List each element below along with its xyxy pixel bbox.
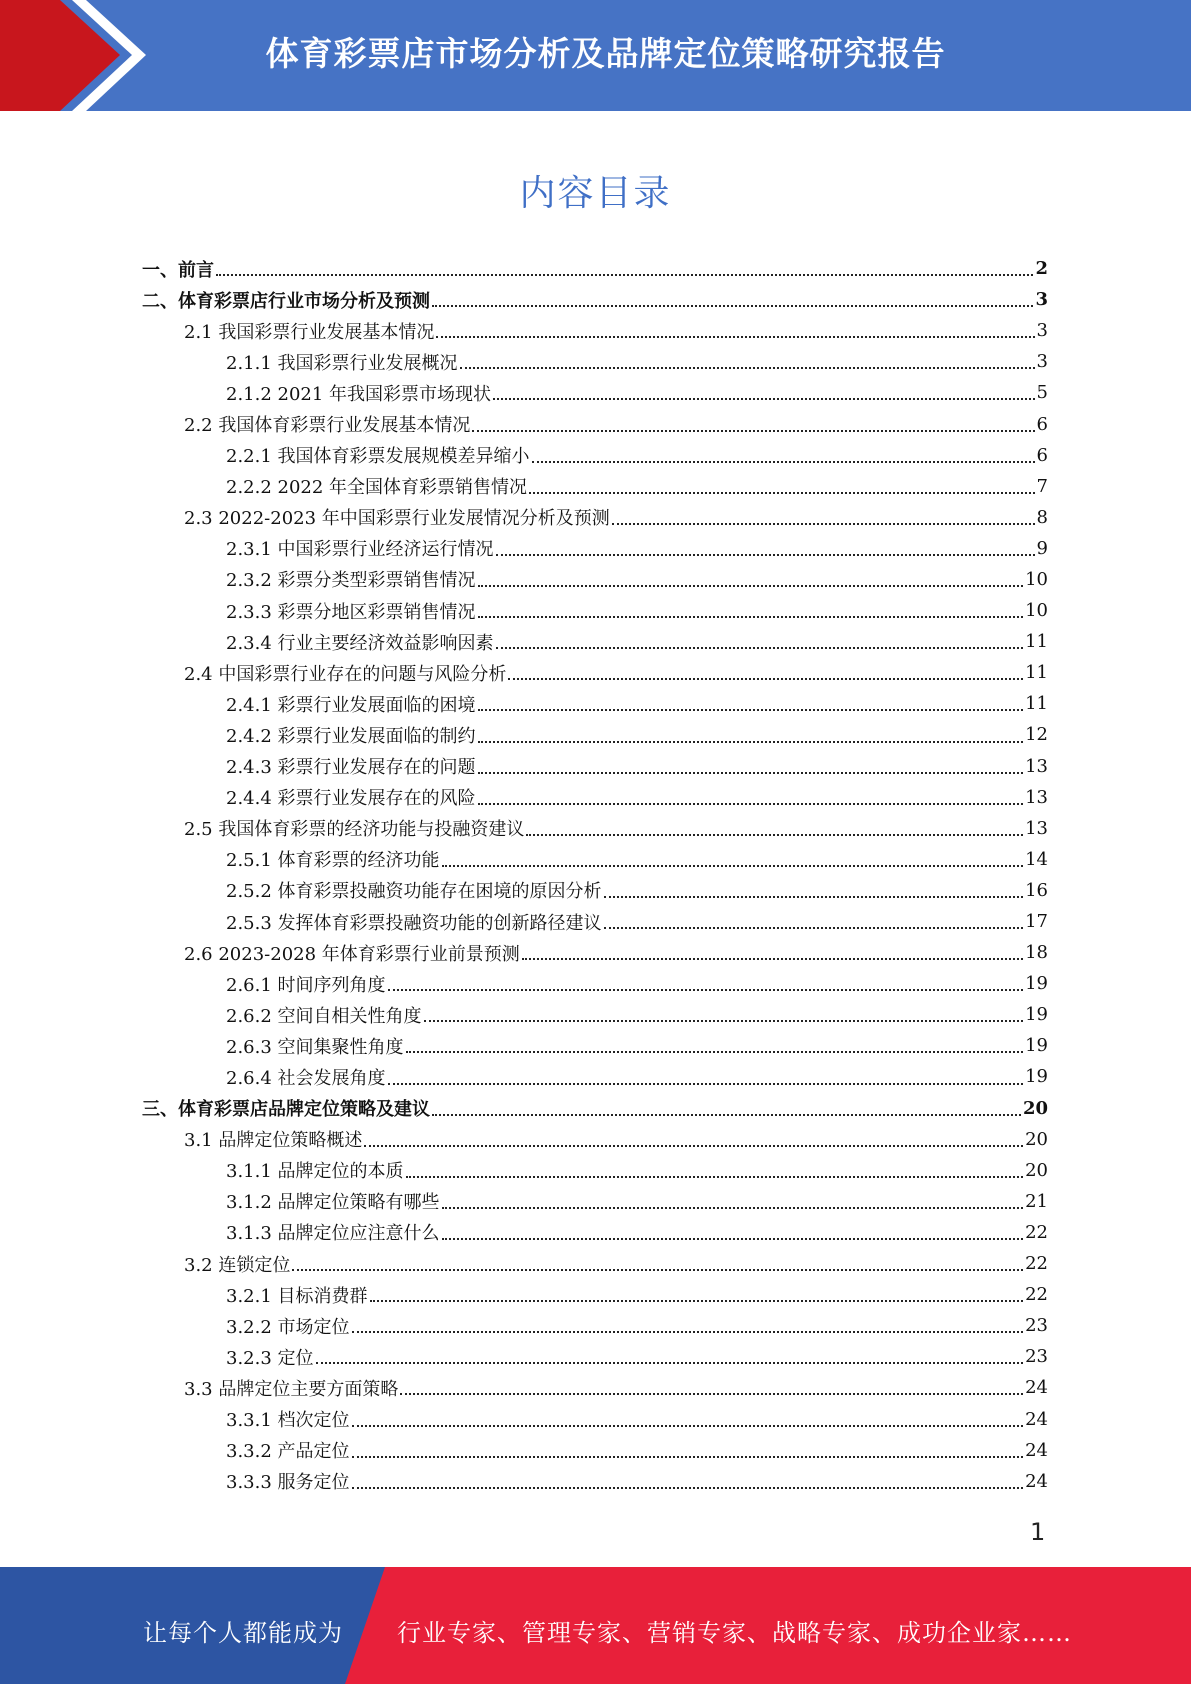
toc-entry-label: 2.1.2 2021 年我国彩票市场现状 — [226, 383, 492, 405]
toc-entry-page: 8 — [1036, 506, 1048, 528]
toc-entry-page: 3 — [1036, 351, 1048, 373]
toc-dot-leader — [604, 896, 1024, 898]
toc-dot-leader — [442, 865, 1024, 867]
page-number: 1 — [1030, 1518, 1046, 1546]
toc-entry-page: 23 — [1025, 1315, 1048, 1337]
toc-dot-leader — [424, 1020, 1024, 1022]
toc-dot-leader — [364, 1145, 1023, 1147]
toc-entry-page: 12 — [1025, 724, 1048, 746]
toc-title: 内容目录 — [519, 173, 672, 214]
toc-dot-leader — [522, 958, 1023, 960]
toc-entry[interactable] — [142, 1279, 1048, 1310]
toc-entry[interactable] — [142, 1466, 1048, 1497]
toc-dot-leader — [493, 398, 1034, 400]
toc-entry[interactable] — [142, 1061, 1048, 1092]
toc-entry-label: 2.4.1 彩票行业发展面临的困境 — [226, 694, 476, 716]
toc-entry-label: 2.6 2023-2028 年体育彩票行业前景预测 — [184, 943, 520, 965]
toc-entry-page: 19 — [1025, 973, 1048, 995]
toc-entry-page: 3 — [1035, 289, 1048, 311]
toc-entry-label: 2.4.3 彩票行业发展存在的问题 — [226, 757, 476, 779]
toc-dot-leader — [406, 1051, 1024, 1053]
toc-entry-label: 3.2.3 定位 — [226, 1347, 314, 1369]
toc-dot-leader — [406, 1176, 1024, 1178]
toc-entry-page: 6 — [1036, 444, 1048, 466]
toc-entry[interactable] — [142, 844, 1048, 875]
toc-entry-page: 6 — [1036, 413, 1048, 435]
toc-entry[interactable] — [142, 1310, 1048, 1341]
toc-entry-page: 24 — [1025, 1470, 1048, 1492]
toc-dot-leader — [496, 554, 1035, 556]
toc-entry-label: 2.6.2 空间自相关性角度 — [226, 1005, 422, 1027]
toc-entry-label: 3.1.3 品牌定位应注意什么 — [226, 1223, 440, 1245]
toc-entry[interactable] — [142, 1403, 1048, 1434]
toc-entry-page: 16 — [1025, 879, 1048, 901]
toc-entry-label: 2.1 我国彩票行业发展基本情况 — [184, 321, 435, 343]
toc-dot-leader — [436, 336, 1034, 338]
toc-dot-leader — [508, 678, 1023, 680]
toc-dot-leader — [460, 367, 1035, 369]
toc-dot-leader — [532, 461, 1035, 463]
page-footer — [0, 1567, 1191, 1684]
toc-dot-leader — [432, 1114, 1021, 1116]
toc-dot-leader — [478, 772, 1024, 774]
toc-dot-leader — [216, 274, 1033, 276]
toc-entry-label: 2.3 2022-2023 年中国彩票行业发展情况分析及预测 — [184, 508, 610, 530]
toc-dot-leader — [529, 492, 1034, 494]
toc-entry-page: 24 — [1025, 1439, 1048, 1461]
toc-entry[interactable] — [142, 1248, 1048, 1279]
toc-entry[interactable] — [142, 408, 1048, 439]
toc-entry-page: 11 — [1025, 631, 1048, 653]
toc-entry-label: 3.3.3 服务定位 — [226, 1472, 350, 1494]
toc-dot-leader — [442, 1207, 1024, 1209]
toc-entry-page: 2 — [1035, 258, 1048, 280]
toc-entry[interactable] — [142, 782, 1048, 813]
toc-entry-label: 2.1.1 我国彩票行业发展概况 — [226, 352, 458, 374]
toc-entry[interactable] — [142, 875, 1048, 906]
toc-dot-leader — [292, 1269, 1023, 1271]
toc-dot-leader — [496, 647, 1024, 649]
toc-entry[interactable] — [142, 284, 1048, 315]
toc-dot-leader — [352, 1331, 1024, 1333]
toc-entry-label: 2.6.1 时间序列角度 — [226, 974, 386, 996]
toc-entry[interactable] — [142, 657, 1048, 688]
toc-entry[interactable] — [142, 1341, 1048, 1372]
toc-entry-label: 3.2.1 目标消费群 — [226, 1285, 368, 1307]
toc-entry-page: 24 — [1025, 1408, 1048, 1430]
toc-dot-leader — [400, 1393, 1023, 1395]
toc-dot-leader — [472, 430, 1034, 432]
toc-dot-leader — [388, 989, 1024, 991]
toc-entry[interactable] — [142, 253, 1048, 284]
toc-entry[interactable] — [142, 440, 1048, 471]
toc-dot-leader — [478, 803, 1024, 805]
toc-entry[interactable] — [142, 1217, 1048, 1248]
toc-entry-page: 17 — [1025, 911, 1048, 933]
toc-entry[interactable] — [142, 1030, 1048, 1061]
toc-entry-label: 3.1 品牌定位策略概述 — [184, 1130, 363, 1152]
table-of-contents — [142, 253, 1048, 1497]
toc-entry[interactable] — [142, 1186, 1048, 1217]
toc-entry[interactable] — [142, 1093, 1048, 1124]
toc-entry-page: 19 — [1025, 1066, 1048, 1088]
toc-entry-label: 3.1.2 品牌定位策略有哪些 — [226, 1192, 440, 1214]
toc-entry[interactable] — [142, 471, 1048, 502]
toc-entry[interactable] — [142, 906, 1048, 937]
toc-entry-label: 2.5 我国体育彩票的经济功能与投融资建议 — [184, 819, 525, 841]
toc-entry-page: 11 — [1025, 693, 1048, 715]
toc-entry-page: 7 — [1036, 475, 1048, 497]
toc-entry-page: 23 — [1025, 1346, 1048, 1368]
toc-entry[interactable] — [142, 377, 1048, 408]
toc-entry-label: 三、体育彩票店品牌定位策略及建议 — [142, 1099, 430, 1121]
toc-dot-leader — [316, 1362, 1024, 1364]
toc-dot-leader — [352, 1487, 1024, 1489]
toc-entry-page: 18 — [1025, 942, 1048, 964]
toc-entry[interactable] — [142, 626, 1048, 657]
toc-entry-page: 24 — [1025, 1377, 1048, 1399]
toc-entry[interactable] — [142, 999, 1048, 1030]
toc-dot-leader — [352, 1456, 1024, 1458]
toc-entry-page: 21 — [1025, 1190, 1048, 1212]
toc-entry-page: 13 — [1025, 817, 1048, 839]
footer-slogan-left: 让每个人都能成为 — [143, 1619, 343, 1647]
toc-dot-leader — [432, 305, 1033, 307]
report-title: 体育彩票店市场分析及品牌定位策略研究报告 — [265, 34, 946, 73]
footer-slogan-right: 行业专家、管理专家、营销专家、战略专家、成功企业家…… — [397, 1619, 1072, 1647]
toc-entry-label: 2.2.2 2022 年全国体育彩票销售情况 — [226, 477, 528, 499]
toc-entry-page: 22 — [1025, 1221, 1048, 1243]
toc-entry-page: 10 — [1025, 568, 1048, 590]
toc-entry-label: 2.3.2 彩票分类型彩票销售情况 — [226, 570, 476, 592]
toc-entry-label: 2.2 我国体育彩票行业发展基本情况 — [184, 415, 471, 437]
toc-dot-leader — [442, 1238, 1024, 1240]
toc-dot-leader — [478, 709, 1024, 711]
toc-entry-page: 13 — [1025, 786, 1048, 808]
toc-entry-page: 19 — [1025, 1035, 1048, 1057]
toc-entry[interactable] — [142, 937, 1048, 968]
toc-dot-leader — [478, 585, 1024, 587]
toc-entry-label: 2.4.2 彩票行业发展面临的制约 — [226, 725, 476, 747]
toc-entry[interactable] — [142, 688, 1048, 719]
toc-dot-leader — [370, 1300, 1024, 1302]
toc-entry[interactable] — [142, 751, 1048, 782]
toc-entry[interactable] — [142, 346, 1048, 377]
toc-entry[interactable] — [142, 502, 1048, 533]
toc-entry-label: 2.3.1 中国彩票行业经济运行情况 — [226, 539, 494, 561]
toc-entry[interactable] — [142, 968, 1048, 999]
toc-entry[interactable] — [142, 595, 1048, 626]
toc-entry-label: 2.5.1 体育彩票的经济功能 — [226, 850, 440, 872]
toc-entry-label: 3.3.1 档次定位 — [226, 1410, 350, 1432]
toc-dot-leader — [478, 741, 1024, 743]
toc-entry-page: 10 — [1025, 600, 1048, 622]
toc-entry-page: 20 — [1022, 1097, 1048, 1119]
toc-entry-label: 3.1.1 品牌定位的本质 — [226, 1161, 404, 1183]
toc-dot-leader — [604, 927, 1024, 929]
toc-entry-label: 2.6.4 社会发展角度 — [226, 1067, 386, 1089]
toc-entry[interactable] — [142, 1435, 1048, 1466]
toc-entry-label: 3.2 连锁定位 — [184, 1254, 291, 1276]
toc-entry-label: 3.3 品牌定位主要方面策略 — [184, 1378, 399, 1400]
toc-entry[interactable] — [142, 1155, 1048, 1186]
toc-entry-page: 22 — [1025, 1284, 1048, 1306]
toc-entry[interactable] — [142, 719, 1048, 750]
toc-entry-page: 3 — [1036, 320, 1048, 342]
toc-entry-page: 11 — [1025, 662, 1048, 684]
toc-entry-label: 2.6.3 空间集聚性角度 — [226, 1036, 404, 1058]
toc-entry-label: 2.2.1 我国体育彩票发展规模差异缩小 — [226, 446, 530, 468]
toc-entry-label: 2.3.3 彩票分地区彩票销售情况 — [226, 601, 476, 623]
toc-entry[interactable] — [142, 315, 1048, 346]
toc-entry[interactable] — [142, 813, 1048, 844]
toc-entry[interactable] — [142, 1372, 1048, 1403]
toc-entry-label: 2.5.2 体育彩票投融资功能存在困境的原因分析 — [226, 881, 602, 903]
toc-entry-label: 3.3.2 产品定位 — [226, 1441, 350, 1463]
toc-entry[interactable] — [142, 1124, 1048, 1155]
toc-entry-label: 2.5.3 发挥体育彩票投融资功能的创新路径建议 — [226, 912, 602, 934]
toc-entry[interactable] — [142, 533, 1048, 564]
toc-entry-page: 5 — [1036, 382, 1048, 404]
toc-entry-page: 19 — [1025, 1004, 1048, 1026]
toc-entry-label: 3.2.2 市场定位 — [226, 1316, 350, 1338]
toc-entry-page: 20 — [1025, 1159, 1048, 1181]
toc-entry-label: 二、体育彩票店行业市场分析及预测 — [142, 290, 430, 312]
toc-entry-page: 22 — [1025, 1253, 1048, 1275]
toc-entry-label: 2.4.4 彩票行业发展存在的风险 — [226, 788, 476, 810]
toc-entry-label: 2.4 中国彩票行业存在的问题与风险分析 — [184, 663, 507, 685]
page-header — [0, 0, 1191, 111]
toc-entry-label: 2.3.4 行业主要经济效益影响因素 — [226, 632, 494, 654]
toc-entry[interactable] — [142, 564, 1048, 595]
toc-entry-label: 一、前言 — [142, 259, 214, 281]
toc-entry-page: 13 — [1025, 755, 1048, 777]
toc-entry-page: 9 — [1036, 537, 1048, 559]
toc-dot-leader — [478, 616, 1024, 618]
toc-dot-leader — [352, 1425, 1024, 1427]
toc-dot-leader — [388, 1083, 1024, 1085]
toc-dot-leader — [612, 523, 1035, 525]
toc-entry-page: 14 — [1025, 848, 1048, 870]
toc-dot-leader — [526, 834, 1023, 836]
toc-entry-page: 20 — [1025, 1128, 1048, 1150]
